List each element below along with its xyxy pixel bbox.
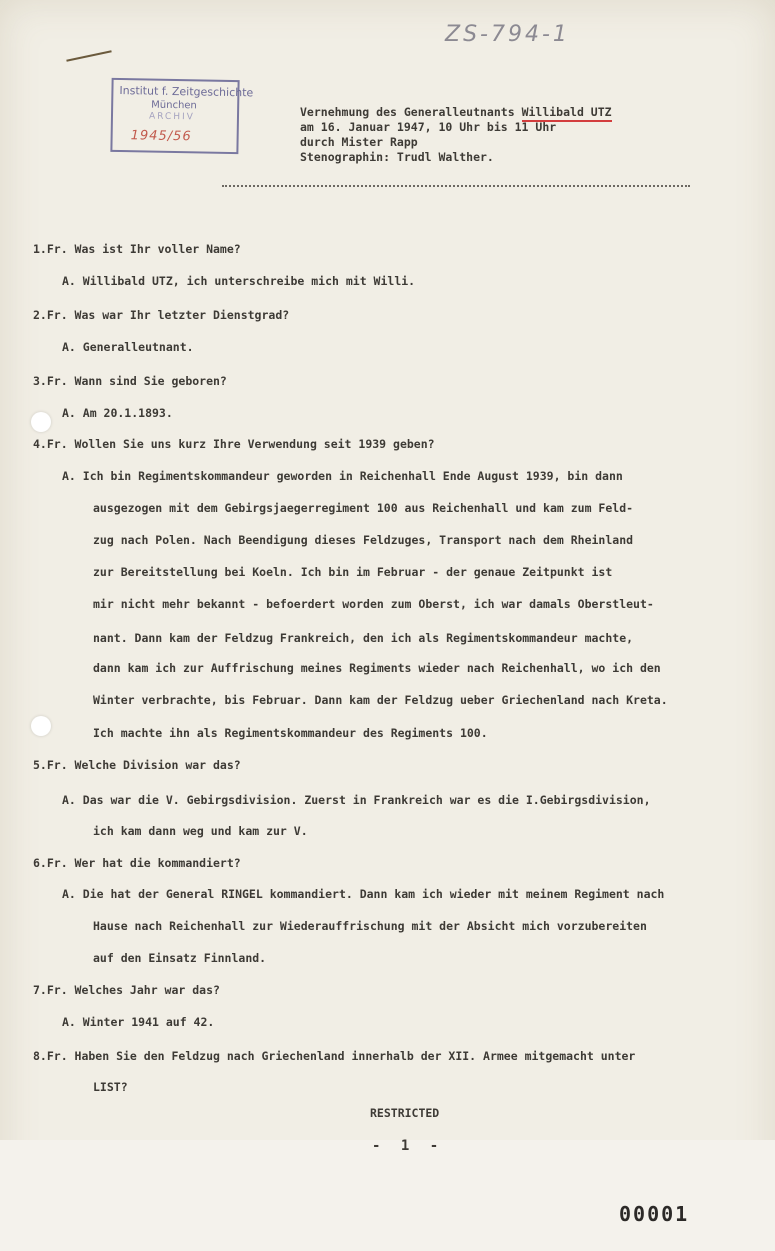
serial-number: 00001 (619, 1202, 690, 1226)
transcript-line: A. Ich bin Regimentskommandeur geworden in Reichenhall Ende August 1939, bin dann (62, 469, 623, 483)
punch-hole (31, 412, 51, 432)
stamp-archive: ARCHIV (148, 111, 195, 123)
transcript-line: 1.Fr. Was ist Ihr voller Name? (33, 242, 241, 256)
transcript-line: ausgezogen mit dem Gebirgsjaegerregiment 100 aus Reichenhall und kam zum Feld- (93, 501, 634, 515)
transcript-line: A. Die hat der General RINGEL kommandiert. Dann kam ich wieder mit meinem Regiment nach (62, 887, 665, 901)
header-name: Willibald UTZ (522, 105, 612, 122)
transcript-line: 2.Fr. Was war Ihr letzter Dienstgrad? (33, 308, 290, 322)
pencil-mark (66, 50, 111, 62)
transcript-line: A. Generalleutnant. (62, 340, 194, 354)
header-line-2: am 16. Januar 1947, 10 Uhr bis 11 Uhr (300, 120, 557, 134)
transcript-line: auf den Einsatz Finnland. (93, 951, 267, 965)
transcript-line: Hause nach Reichenhall zur Wiederauffrischung mit der Absicht mich vorzubereiten (93, 919, 647, 933)
transcript-line: A. Das war die V. Gebirgsdivision. Zuerst in Frankreich war es die I.Gebirgsdivision, (62, 793, 651, 807)
transcript-line: ich kam dann weg und kam zur V. (93, 824, 308, 838)
transcript-line: Ich machte ihn als Regimentskommandeur des Regiments 100. (93, 726, 488, 740)
document-header (300, 105, 612, 165)
page-bottom (0, 1140, 775, 1251)
transcript-line: A. Willibald UTZ, ich unterschreibe mich mit Willi. (62, 274, 416, 288)
transcript-line: 7.Fr. Welches Jahr war das? (33, 983, 220, 997)
archive-stamp (110, 78, 254, 154)
stamp-city: München (151, 99, 197, 112)
header-line-1 (300, 105, 612, 120)
transcript-line: dann kam ich zur Auffrischung meines Regiments wieder nach Reichenhall, wo ich den (93, 661, 661, 675)
transcript-line: A. Winter 1941 auf 42. (62, 1015, 215, 1029)
transcript-line: mir nicht mehr bekannt - befoerdert worden zum Oberst, ich war damals Oberstleut- (93, 597, 654, 611)
transcript-line: 6.Fr. Wer hat die kommandiert? (33, 856, 241, 870)
archive-number: ZS-794-1 (445, 22, 570, 47)
transcript-line: 5.Fr. Welche Division war das? (33, 758, 241, 772)
transcript-line: A. Am 20.1.1893. (62, 406, 173, 420)
restricted-label: RESTRICTED (370, 1106, 440, 1120)
header-line-4: Stenographin: Trudl Walther. (300, 150, 494, 164)
transcript-line: zug nach Polen. Nach Beendigung dieses Feldzuges, Transport nach dem Rheinland (93, 533, 634, 547)
transcript-line: LIST? (93, 1080, 128, 1094)
transcript-line: 4.Fr. Wollen Sie uns kurz Ihre Verwendung seit 1939 geben? (33, 437, 435, 451)
transcript-line: nant. Dann kam der Feldzug Frankreich, den ich als Regimentskommandeur machte, (93, 631, 634, 645)
stamp-institute: Institut f. Zeitgeschichte (119, 84, 254, 100)
transcript-line: zur Bereitstellung bei Koeln. Ich bin im Februar - der genaue Zeitpunkt ist (93, 565, 613, 579)
header-title: Vernehmung des Generalleutnants (300, 105, 522, 119)
transcript-line: 8.Fr. Haben Sie den Feldzug nach Griechenland innerhalb der XII. Armee mitgemacht unter (33, 1049, 636, 1063)
stamp-number: 1945/56 (130, 128, 192, 145)
punch-hole (31, 716, 51, 736)
transcript-line: 3.Fr. Wann sind Sie geboren? (33, 374, 227, 388)
header-line-3: durch Mister Rapp (300, 135, 418, 149)
header-divider (222, 185, 690, 187)
page-number: - 1 - (372, 1138, 445, 1154)
transcript-line: Winter verbrachte, bis Februar. Dann kam der Feldzug ueber Griechenland nach Kreta. (93, 693, 668, 707)
